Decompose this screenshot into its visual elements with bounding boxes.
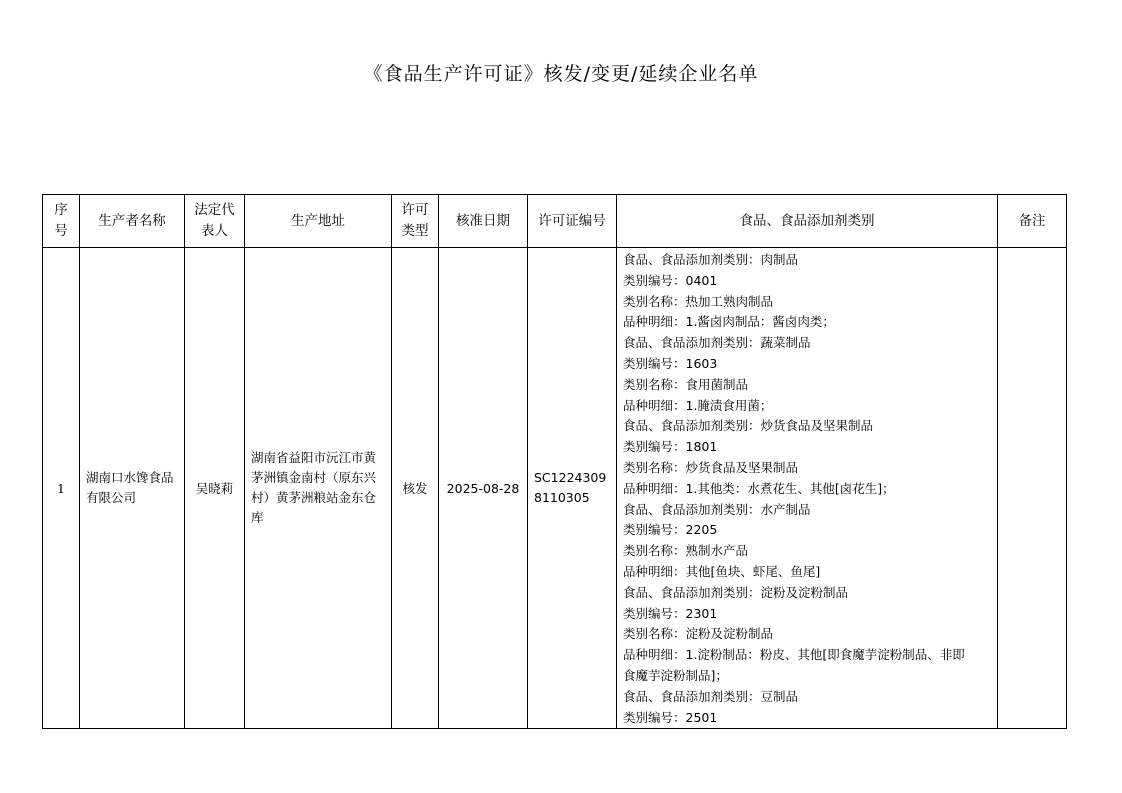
table-header-row xyxy=(43,195,1067,248)
food-category-line: 类别名称：炒货食品及坚果制品 xyxy=(623,459,799,475)
food-category-line: 类别名称：食用菌制品 xyxy=(623,376,749,392)
food-category-line: 食品、食品添加剂类别：淀粉及淀粉制品 xyxy=(623,584,849,600)
food-category-line: 类别编号：2301 xyxy=(623,605,718,621)
cell-seq: 1 xyxy=(43,248,80,729)
food-category-line: 类别编号：1801 xyxy=(623,439,718,455)
cell-license-type: 核发 xyxy=(392,248,439,729)
food-category-line: 类别编号：1603 xyxy=(623,355,718,371)
food-category-line: 类别编号：2501 xyxy=(623,709,718,725)
cell-legal-rep: 吴晓莉 xyxy=(185,248,245,729)
food-category-line: 食品、食品添加剂类别：肉制品 xyxy=(623,252,799,267)
food-category-line: 品种明细：1.淀粉制品：粉皮、其他[即食魔芋淀粉制品、非即 xyxy=(623,647,965,663)
header-license-type: 许可类型 xyxy=(392,195,439,248)
header-license-no: 许可证编号 xyxy=(528,195,617,248)
food-category-line: 品种明细：其他[鱼块、虾尾、鱼尾] xyxy=(623,563,821,579)
cell-food-categories xyxy=(617,248,998,729)
food-category-line: 食品、食品添加剂类别：蔬菜制品 xyxy=(623,335,811,351)
food-category-line: 品种明细：1.酱卤肉制品：酱卤肉类； xyxy=(623,314,835,330)
food-category-line: 类别名称：熟制水产品 xyxy=(623,543,749,559)
food-category-line: 食品、食品添加剂类别：水产制品 xyxy=(623,501,811,517)
food-category-line: 品种明细：1.腌渍食用菌； xyxy=(623,397,773,413)
food-category-line: 品种明细：1.其他类：水煮花生、其他[卤花生]； xyxy=(623,480,895,496)
cell-approval-date: 2025-08-28 xyxy=(439,248,528,729)
cell-license-no: SC12243098110305 xyxy=(528,248,617,729)
cell-address: 湖南省益阳市沅江市黄茅洲镇金南村（原东兴村）黄茅洲粮站金东仓库 xyxy=(245,248,392,729)
license-table xyxy=(42,194,1067,729)
food-category-line: 食品、食品添加剂类别：豆制品 xyxy=(623,688,799,704)
header-remarks: 备注 xyxy=(998,195,1067,248)
food-category-line: 类别名称：热加工熟肉制品 xyxy=(623,293,774,309)
food-category-line: 类别编号：2205 xyxy=(623,522,718,538)
header-legal-rep: 法定代表人 xyxy=(185,195,245,248)
food-category-line: 类别编号：0401 xyxy=(623,272,718,288)
cell-remarks xyxy=(998,248,1067,729)
header-food-categories: 食品、食品添加剂类别 xyxy=(617,195,998,248)
cell-producer: 湖南口水馋食品有限公司 xyxy=(80,248,185,729)
food-category-line: 食品、食品添加剂类别：炒货食品及坚果制品 xyxy=(623,418,874,434)
header-address: 生产地址 xyxy=(245,195,392,248)
header-producer: 生产者名称 xyxy=(80,195,185,248)
food-category-line: 食魔芋淀粉制品]； xyxy=(623,667,728,683)
header-approval-date: 核准日期 xyxy=(439,195,528,248)
page-title: 《食品生产许可证》核发/变更/延续企业名单 xyxy=(363,63,759,85)
header-seq: 序号 xyxy=(43,195,80,248)
table-row xyxy=(43,248,1067,729)
food-category-line: 类别名称：淀粉及淀粉制品 xyxy=(623,626,774,642)
